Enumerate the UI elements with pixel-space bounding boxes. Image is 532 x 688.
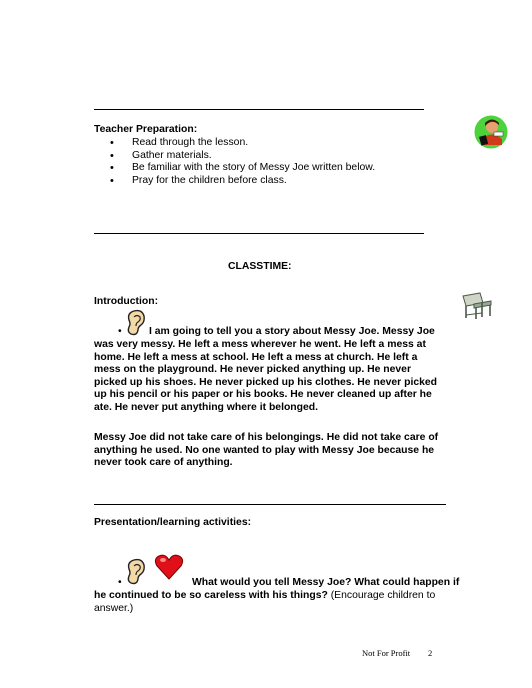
list-item: • Gather materials. bbox=[110, 150, 375, 163]
intro-paragraph-2: Messy Joe did not take care of his belongings. He did not take care of anything he used. No one wanted to play with Messy Joe because he never took care of anything. bbox=[94, 432, 439, 469]
introduction-heading: Introduction: bbox=[94, 296, 159, 307]
presentation-question-text: he continued to be so careless with his things? bbox=[94, 590, 328, 601]
section-divider-middle bbox=[94, 233, 424, 234]
footer-label: Not For Profit bbox=[362, 648, 411, 658]
bullet: • bbox=[118, 577, 122, 588]
teacher-clipart-icon bbox=[474, 115, 508, 149]
ear-icon bbox=[125, 558, 147, 586]
classtime-heading: CLASSTIME: bbox=[228, 261, 292, 272]
ear-icon bbox=[125, 309, 147, 337]
section-divider-top bbox=[94, 109, 424, 110]
presentation-note: (Encourage children to answer.) bbox=[94, 590, 436, 614]
list-item: • Read through the lesson. bbox=[110, 137, 375, 150]
teacher-preparation-list bbox=[110, 137, 375, 187]
desk-clipart-icon bbox=[460, 291, 494, 321]
list-item: • Pray for the children before class. bbox=[110, 175, 375, 188]
intro-story-first-line: I am going to tell you a story about Messy Joe. Messy Joe bbox=[149, 326, 435, 337]
section-divider-bottom bbox=[94, 504, 446, 505]
presentation-question-first-line: What would you tell Messy Joe? What could happen if bbox=[192, 577, 460, 588]
presentation-question-paragraph bbox=[94, 590, 444, 615]
teacher-preparation-heading: Teacher Preparation: bbox=[94, 124, 198, 135]
heart-icon bbox=[154, 553, 184, 581]
intro-story-paragraph: was very messy. He left a mess wherever he went. He left a mess at home. He left a mess at school. He left a mess at church. He left a mess on the playground. He never picked anything up. He never picked up his shoes. He never picked up his clothes. He never picked up his pencil or his paper or his books. He never cleaned up after he ate. He never put anything where it belonged. bbox=[94, 339, 438, 413]
presentation-heading: Presentation/learning activities: bbox=[94, 517, 252, 528]
bullet: • bbox=[118, 326, 122, 337]
page-number: 2 bbox=[428, 648, 433, 658]
list-item: • Be familiar with the story of Messy Joe written below. bbox=[110, 162, 375, 175]
